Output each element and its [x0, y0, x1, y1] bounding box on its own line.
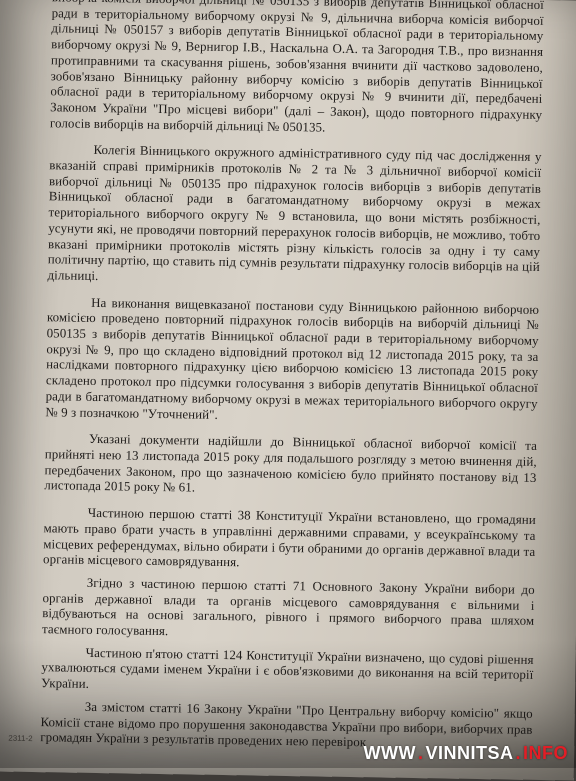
watermark-name: VINNITSA: [425, 743, 513, 764]
watermark-prefix: WWW: [363, 743, 415, 764]
paragraph-7: Частиною п'ятою статті 124 Конституції України визначено, що судові рішення ухвалюються судами іменем України і є обов'язковими до виконання на всій території України.: [41, 645, 534, 700]
paragraph-2: Колегія Вінницького окружного адміністративного суду під час дослідження у вказаній справі примірників протоколів № 2 та № 3 дільничної виборчої комісії виборчої дільниці № 050135 про підрахунок голосів виборців з виборів депутатів Вінницької обласної ради в багатомандатному виборчому окрузі в межах територіального виборчого округу № 9 встановила, що вони містять розбіжності, усунути які, не проводячи повторний перерахунок голосів виборців, не можливо, тобто вказані примірники протоколів містять різну кількість голосів за одну і ту саму політичну партію, що ставить під сумнів результати підрахунку голосів виборців на цій дільниці.: [47, 143, 541, 292]
paragraph-6: Згідно з частиною першою статті 71 Основного Закону України вибори до органів державної влади та органів місцевого самоврядування є вільними і відбуваються на основі загального, рівного і прямого виборчого права шляхом таємного голосування.: [42, 575, 535, 646]
document-body: [40, 0, 544, 761]
page-code: 2311-2: [8, 734, 32, 743]
paragraph-3: На виконання вищевказаної постанови суду Вінницькою районною виборчою комісією проведено повторний підрахунок голосів виборців на виборчій дільниці № 050135 з виборів депутатів Вінницької обласної ради в територіальному виборчому окрузі № 9, про що складено відповідний протокол від 12 листопада 2015 року, та за наслідками повторного підрахунку цією виборчою комісією 13 листопада 2015 року складено протокол про підсумки голосування з виборів депутатів Вінницької обласної ради в багатомандатному виборчому окрузі в межах територіального виборчого округу № 9 з позначкою "Уточнений".: [45, 295, 539, 428]
paragraph-1: виборча комісія виборчої дільниці № 050135 з виборів депутатів Вінницької обласної ради в територіальному виборчому окрузі № 9, дільнична виборча комісія виборчої дільниці № 050157 з виборів депутатів Вінницької обласної ради в територіальному виборчому окрузі № 9, Вернигор І.В., Наскальна О.А. та Загородня Т.В., про визнання протиправними та скасування рішень, зобов'язання вчинити дії частково задоволено, зобов'язано Вінницьку районну виборчу комісію з виборів депутатів Вінницької обласної ради в територіальному виборчому окрузі № 9 вчинити дії, передбачені Законом України "Про місцеві вибори" (далі – Закон), щодо повторного підрахунку голосів виборців на виборчій дільниці № 050135.: [50, 0, 544, 139]
paragraph-4: Указані документи надійшли до Вінницької обласної виборчої комісії та прийняті нею 13 листопада 2015 року для подальшого розгляду з метою вчинення дій, передбачених Законом, про що зазначеною комісією було прийнято постанову від 13 листопада 2015 року № 61.: [44, 431, 537, 502]
watermark-dot-2: .: [515, 743, 521, 764]
site-watermark: [363, 743, 568, 764]
paragraph-8: За змістом статті 16 Закону України "Про Центральну виборчу комісію" якщо Комісії стане відомо про порушення законодавства України про вибори, виборчих прав громадян України з результатів проведених нею перевірок: [40, 699, 533, 754]
watermark-suffix: INFO: [523, 743, 568, 764]
paragraph-5: Частиною першою статті 38 Конституції України встановлено, що громадяни мають право брати участь в управлінні державними справами, у всеукраїнському та місцевих референдумах, вільно обирати і бути обраними до органів державної влади та органів місцевого самоврядування.: [43, 505, 536, 576]
watermark-dot-1: .: [418, 743, 424, 764]
